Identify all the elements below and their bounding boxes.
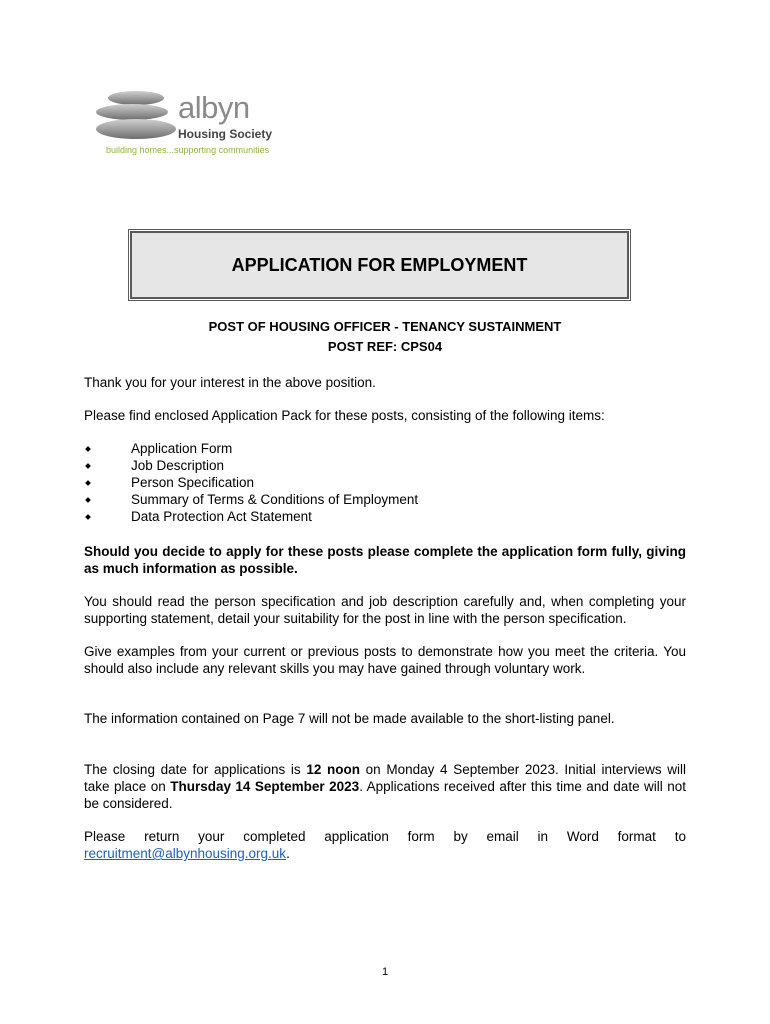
bullet-icon — [85, 463, 91, 469]
bullet-icon — [85, 514, 91, 520]
stones-icon — [92, 88, 182, 148]
list-item: Application Form — [84, 440, 418, 457]
closing-text: The closing date for applications is 12 noon on Monday 4 September 2023. Initial interviews will take place on Thursday 14 September 2023. Applications received after this time and date will not be considered. — [84, 762, 687, 811]
post-ref: POST REF: CPS04 — [327, 339, 443, 354]
bullet-icon — [85, 497, 91, 503]
email-link[interactable]: recruitment@albynhousing.org.uk — [84, 846, 287, 861]
title-box — [130, 231, 629, 299]
closing-time: 12 noon — [306, 762, 361, 777]
bullet-icon — [85, 446, 91, 452]
apply-notice: Should you decide to apply for these posts please complete the application form fully, giving as much information as possible. — [84, 544, 686, 576]
return-text: Please return your completed application form by email in Word format to recruitment@albynhousing.org.uk. — [84, 829, 686, 861]
post-title: POST OF HOUSING OFFICER - TENANCY SUSTAINMENT — [208, 319, 562, 334]
list-item: Summary of Terms & Conditions of Employment — [84, 491, 418, 508]
list-item: Data Protection Act Statement — [84, 508, 418, 525]
bullet-icon — [85, 480, 91, 486]
document-title: APPLICATION FOR EMPLOYMENT — [231, 254, 528, 275]
thanks-text: Thank you for your interest in the above position. — [84, 375, 376, 390]
pack-items-list — [84, 440, 418, 525]
logo-subtitle: Housing Society — [178, 127, 273, 141]
read-spec-text: You should read the person specification and job description carefully and, when completing your supporting statement, detail your suitability for the post in line with the person specification. — [84, 594, 686, 626]
page7-text: The information contained on Page 7 will not be made available to the short-listing panel. — [84, 711, 615, 726]
logo-wordmark: albyn — [178, 90, 250, 125]
interview-date: Thursday 14 September 2023 — [170, 779, 360, 794]
enclosed-text: Please find enclosed Application Pack for these posts, consisting of the following items: — [84, 408, 605, 423]
list-item: Person Specification — [84, 474, 418, 491]
list-item: Job Description — [84, 457, 418, 474]
logo-tagline: building homes...supporting communities — [106, 145, 270, 155]
examples-text: Give examples from your current or previous posts to demonstrate how you meet the criteria. You should also include any relevant skills you may have gained through voluntary work. — [84, 644, 686, 676]
page-number: 1 — [381, 966, 389, 978]
albyn-logo — [92, 88, 292, 160]
